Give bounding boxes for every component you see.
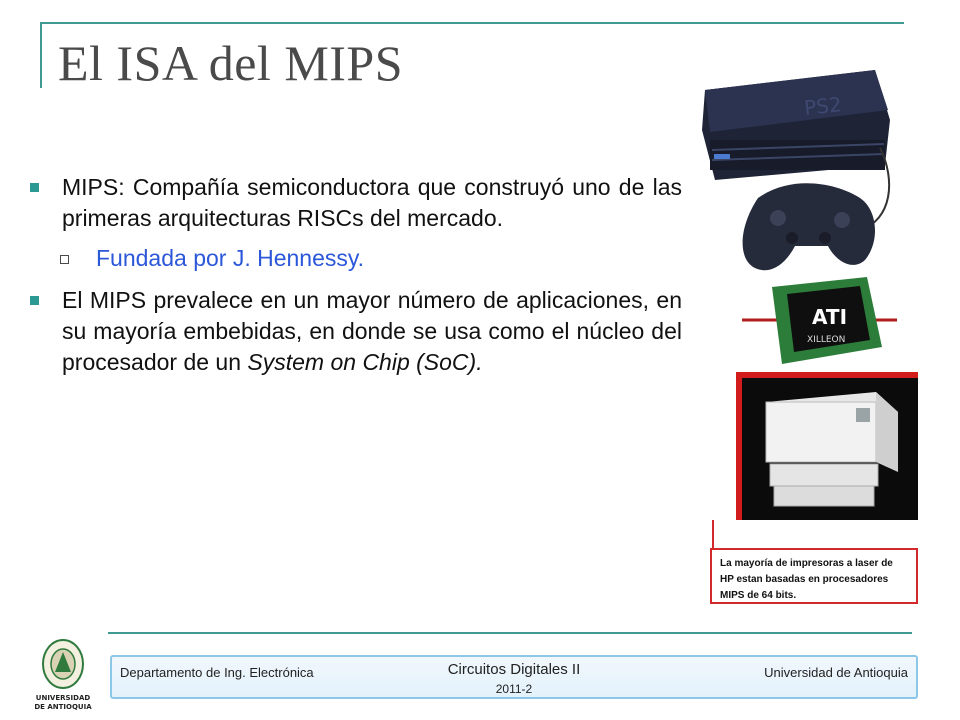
sub-bullet-item (28, 243, 682, 274)
slide-content (28, 172, 682, 387)
bullet-text: MIPS: Compañía semiconductora que construyó uno de las primeras arquitecturas RISCs del mercado. (62, 174, 682, 231)
bullet-item (28, 172, 682, 234)
printer-caption: La mayoría de impresoras a laser de HP estan basadas en procesadores MIPS de 64 bits. (710, 548, 918, 604)
footer-course: Circuitos Digitales II (447, 661, 581, 678)
bullet-square-icon (30, 296, 39, 305)
logo-text-line2: DE ANTIOQUIA (34, 703, 92, 711)
slide-title: El ISA del MIPS (58, 35, 404, 91)
chip-graphic (742, 272, 897, 372)
printer-icon (736, 372, 922, 524)
chip-brand: ATI (812, 305, 848, 329)
chip-subtitle: XILLEON (807, 335, 846, 345)
bullet-text-italic: System on Chip (SoC). (247, 349, 483, 375)
bullet-square-icon (30, 183, 39, 192)
sub-bullet-text: Fundada por J. Hennessy. (96, 245, 365, 271)
footer-department: Departamento de Ing. Electrónica (120, 665, 314, 680)
sub-bullet-box-icon (60, 255, 69, 264)
svg-text:PS2: PS2 (803, 92, 843, 120)
title-frame-left (40, 22, 42, 88)
caption-connector (712, 520, 714, 550)
logo-text-line1: UNIVERSIDAD (35, 694, 91, 702)
bullet-item (28, 285, 682, 378)
footer-divider (108, 632, 912, 634)
title-frame-top (40, 22, 904, 24)
university-logo (34, 638, 92, 718)
ati-chip-image (742, 272, 897, 372)
footer-semester: 2011-2 (495, 682, 533, 696)
footer-university: Universidad de Antioquia (764, 665, 908, 680)
bullet-text: El MIPS prevalece en un mayor número de aplicaciones, en su mayoría embebidas, en donde se usa como el núcleo del procesador de un (62, 287, 682, 375)
footer-bar (110, 655, 918, 699)
